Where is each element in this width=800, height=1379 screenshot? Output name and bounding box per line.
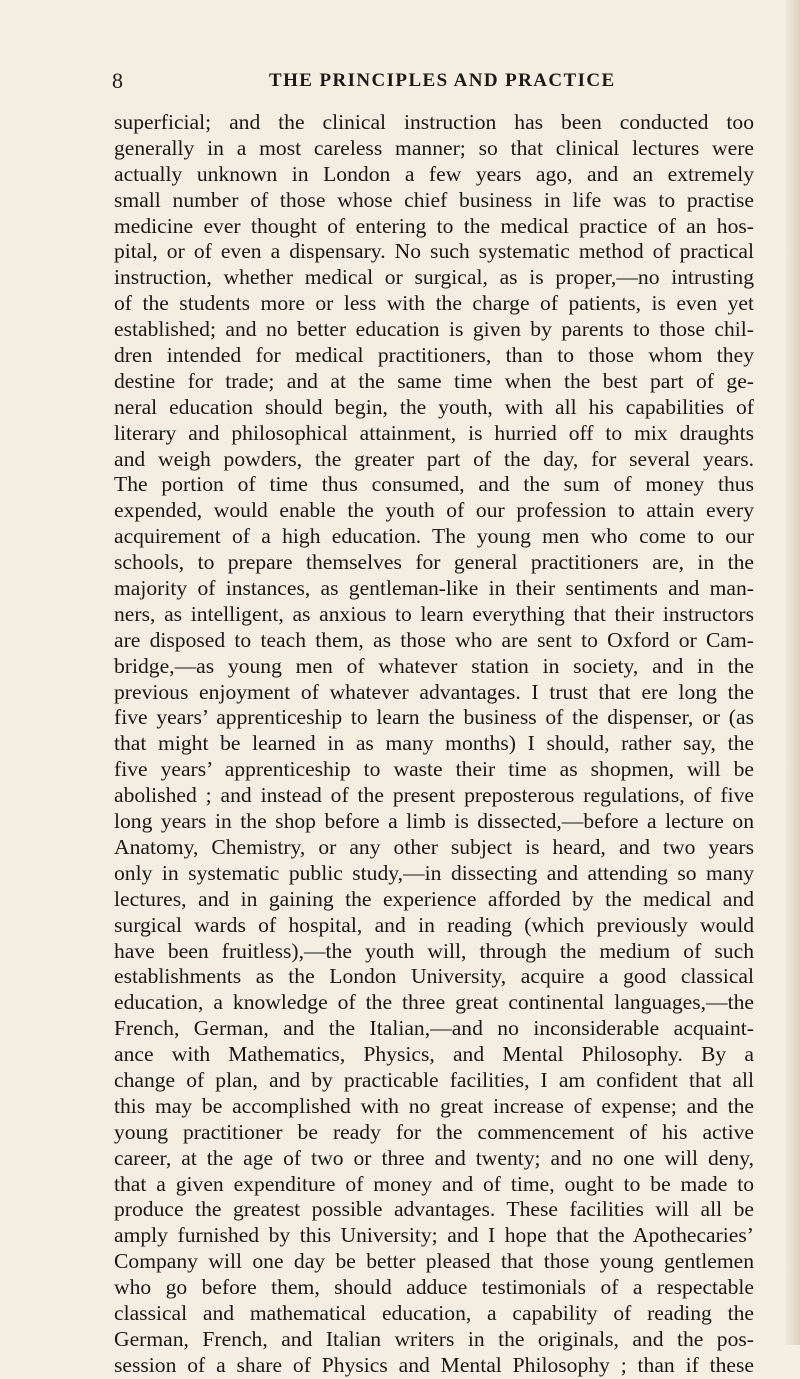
text-line: bridge,—as young men of whatever station in society, and in the bbox=[114, 653, 754, 678]
text-line: establishments as the London University, acquire a good classical bbox=[114, 964, 754, 989]
text-line: instruction, whether medical or surgical, as is proper,—no intrusting bbox=[114, 265, 754, 290]
text-line: five years’ apprenticeship to learn the business of the dispenser, or (as bbox=[114, 705, 754, 730]
running-title: THE PRINCIPLES AND PRACTICE bbox=[269, 70, 616, 91]
text-line: schools, to prepare themselves for general practitioners are, in the bbox=[114, 550, 754, 575]
text-line: majority of instances, as gentleman-like in their sentiments and man- bbox=[114, 576, 754, 601]
text-line: education, a knowledge of the three great continental languages,—the bbox=[114, 990, 754, 1015]
text-line: previous enjoyment of whatever advantages. I trust that ere long the bbox=[114, 679, 754, 704]
body-paragraph bbox=[114, 110, 754, 1379]
text-line: and weigh powders, the greater part of the day, for several years. bbox=[114, 446, 754, 471]
text-line: abolished ; and instead of the present preposterous regulations, of five bbox=[114, 783, 754, 808]
text-line: established; and no better education is given by parents to those chil- bbox=[114, 317, 754, 342]
text-line: that a given expenditure of money and of time, ought to be made to bbox=[114, 1171, 754, 1196]
text-line: this may be accomplished with no great increase of expense; and the bbox=[114, 1093, 754, 1118]
text-line: surgical wards of hospital, and in reading (which previously would bbox=[114, 912, 754, 937]
text-line: are disposed to teach them, as those who are sent to Oxford or Cam- bbox=[114, 627, 754, 652]
text-line: dren intended for medical practitioners, than to those whom they bbox=[114, 343, 754, 368]
text-line: that might be learned in as many months) I should, rather say, the bbox=[114, 731, 754, 756]
text-line: small number of those whose chief business in life was to practise bbox=[114, 187, 754, 212]
text-line: career, at the age of two or three and twenty; and no one will deny, bbox=[114, 1145, 754, 1170]
text-line: neral education should begin, the youth, with all his capabilities of bbox=[114, 394, 754, 419]
text-line: generally in a most careless manner; so that clinical lectures were bbox=[114, 135, 754, 160]
text-line: Company will one day be better pleased that those young gentlemen bbox=[114, 1249, 754, 1274]
text-line: destine for trade; and at the same time when the best part of ge- bbox=[114, 368, 754, 393]
text-line: five years’ apprenticeship to waste their time as shopmen, will be bbox=[114, 757, 754, 782]
text-line: French, German, and the Italian,—and no inconsiderable acquaint- bbox=[114, 1016, 754, 1041]
text-line: change of plan, and by practicable facilities, I am confident that all bbox=[114, 1067, 754, 1092]
text-line: long years in the shop before a limb is dissected,—before a lecture on bbox=[114, 809, 754, 834]
text-line: have been fruitless),—the youth will, through the medium of such bbox=[114, 938, 754, 963]
text-line: expended, would enable the youth of our profession to attain every bbox=[114, 498, 754, 523]
text-line: young practitioner be ready for the commencement of his active bbox=[114, 1119, 754, 1144]
text-line: ners, as intelligent, as anxious to learn everything that their instructors bbox=[114, 601, 754, 626]
text-line: of the students more or less with the charge of patients, is even yet bbox=[114, 291, 754, 316]
text-line: German, French, and Italian writers in the originals, and the pos- bbox=[114, 1326, 754, 1351]
text-line: produce the greatest possible advantages. These facilities will all be bbox=[114, 1197, 754, 1222]
running-head bbox=[112, 66, 752, 96]
text-line: actually unknown in London a few years ago, and an extremely bbox=[114, 161, 754, 186]
text-line: The portion of time thus consumed, and the sum of money thus bbox=[114, 472, 754, 497]
text-line: only in systematic public study,—in dissecting and attending so many bbox=[114, 860, 754, 885]
text-line: superficial; and the clinical instruction has been conducted too bbox=[114, 110, 754, 134]
text-line: Anatomy, Chemistry, or any other subject is heard, and two years bbox=[114, 834, 754, 859]
page-number: 8 bbox=[112, 68, 123, 93]
text-line: medicine ever thought of entering to the medical practice of an hos- bbox=[114, 213, 754, 238]
text-line: who go before them, should adduce testimonials of a respectable bbox=[114, 1275, 754, 1300]
text-line: amply furnished by this University; and I hope that the Apothecaries’ bbox=[114, 1223, 754, 1248]
page-edge bbox=[786, 0, 800, 1345]
text-line: ance with Mathematics, Physics, and Mental Philosophy. By a bbox=[114, 1042, 754, 1067]
text-line: session of a share of Physics and Mental Philosophy ; than if these bbox=[114, 1352, 754, 1377]
text-line: classical and mathematical education, a capability of reading the bbox=[114, 1300, 754, 1325]
text-line: acquirement of a high education. The young men who come to our bbox=[114, 524, 754, 549]
text-line: lectures, and in gaining the experience afforded by the medical and bbox=[114, 886, 754, 911]
text-line: literary and philosophical attainment, is hurried off to mix draughts bbox=[114, 420, 754, 445]
text-line: pital, or of even a dispensary. No such systematic method of practical bbox=[114, 239, 754, 264]
